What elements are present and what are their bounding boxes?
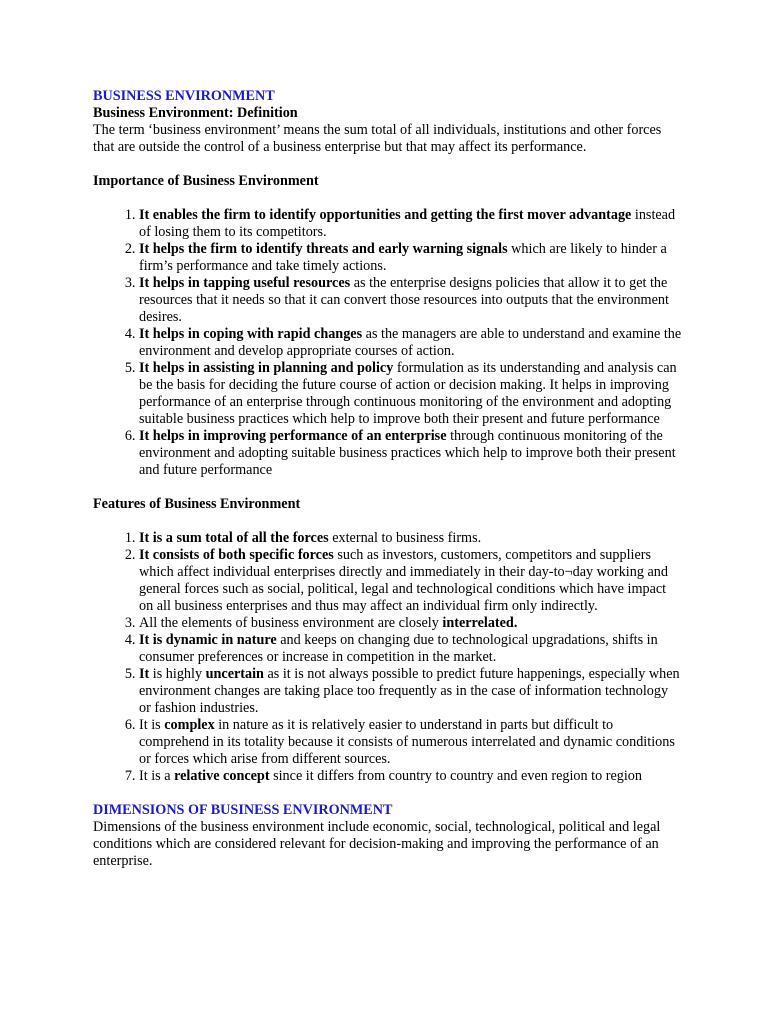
feature-item-text: in nature as it is relatively easier to understand in parts but difficult to comprehend in its totality because it consists of numerous interrelated and dynamic conditions or forces which arise from different sources. xyxy=(139,717,675,767)
importance-item-bold: It helps in improving performance of an enterprise xyxy=(139,428,447,444)
feature-item-text: and keeps on changing due to technological upgradations, shifts in consumer preferences or increase in competition in the market. xyxy=(139,632,658,665)
importance-item-text: as the enterprise designs policies that allow it to get the resources that it needs so that it can convert those resources into outputs that the environment desires. xyxy=(139,275,669,325)
feature-item xyxy=(139,547,683,615)
document-content xyxy=(93,88,683,870)
feature-item-text: as it is not always possible to predict future happenings, especially when environment changes are taking place too frequently as in the case of information technology or fashion industries. xyxy=(139,666,680,716)
feature-item-bold: It consists of both specific forces xyxy=(139,547,334,563)
importance-item-text: formulation as its understanding and analysis can be the basis for deciding the future course of action or decision making. It helps in improving performance of an enterprise through continuous monitoring of the environment and adopting suitable business practices which help to improve both their present and future performance xyxy=(139,360,677,427)
feature-item xyxy=(139,615,683,632)
feature-item-bold: relative concept xyxy=(174,768,270,784)
feature-item-text: is highly xyxy=(149,666,206,682)
importance-item-text: which are likely to hinder a firm’s performance and take timely actions. xyxy=(139,241,667,274)
importance-item-text: as the managers are able to understand and examine the environment and develop appropriate courses of action. xyxy=(139,326,682,359)
feature-item-bold: It is a sum total of all the forces xyxy=(139,530,329,546)
importance-item xyxy=(139,207,683,241)
feature-item-text: It is xyxy=(139,717,165,733)
definition-text: The term ‘business environment’ means the sum total of all individuals, institutions and other forces that are outside the control of a business enterprise but that may affect its performance. xyxy=(93,122,662,155)
feature-item-bold: It xyxy=(139,666,150,682)
importance-item xyxy=(139,275,683,326)
feature-item xyxy=(139,717,683,768)
features-list xyxy=(93,530,683,785)
importance-item xyxy=(139,326,683,360)
feature-item-text: All the elements of business environment are closely xyxy=(139,615,443,631)
importance-item xyxy=(139,241,683,275)
feature-item-text: such as investors, customers, competitors and suppliers which affect individual enterprises directly and immediately in their day-to¬day working and general forces such as social, political, legal and technological conditions which have impact on all business enterprises and thus may affect an individual firm only indirectly. xyxy=(139,547,668,614)
feature-item xyxy=(139,768,683,785)
importance-item-text: instead of losing them to its competitors. xyxy=(139,207,676,240)
importance-heading: Importance of Business Environment xyxy=(93,173,319,189)
importance-item-bold: It helps in coping with rapid changes xyxy=(139,326,363,342)
definition-heading: Business Environment: Definition xyxy=(93,105,298,121)
importance-item xyxy=(139,428,683,479)
features-heading: Features of Business Environment xyxy=(93,496,301,512)
importance-item-bold: It enables the firm to identify opportunities and getting the first mover advantage xyxy=(139,207,632,223)
feature-item-bold: It is dynamic in nature xyxy=(139,632,277,648)
feature-item xyxy=(139,632,683,666)
importance-item-bold: It helps in tapping useful resources xyxy=(139,275,351,291)
document-title: BUSINESS ENVIRONMENT xyxy=(93,88,275,104)
importance-item xyxy=(139,360,683,428)
feature-item-bold: uncertain xyxy=(205,666,264,682)
feature-item-text: It is a xyxy=(139,768,175,784)
dimensions-text: Dimensions of the business environment include economic, social, technological, political and legal conditions which are considered relevant for decision-making and improving the performance of an enterprise. xyxy=(93,819,661,869)
feature-item-text: external to business firms. xyxy=(328,530,482,546)
feature-item-bold: complex xyxy=(164,717,215,733)
dimensions-heading: DIMENSIONS OF BUSINESS ENVIRONMENT xyxy=(93,802,393,818)
feature-item-bold: interrelated. xyxy=(442,615,518,631)
importance-item-text: through continuous monitoring of the environment and adopting suitable business practices which help to improve both their present and future performance xyxy=(139,428,676,478)
importance-item-bold: It helps in assisting in planning and policy xyxy=(139,360,394,376)
importance-list xyxy=(93,207,683,479)
feature-item-text: since it differs from country to country and even region to region xyxy=(269,768,642,784)
feature-item xyxy=(139,530,683,547)
importance-item-bold: It helps the firm to identify threats and early warning signals xyxy=(139,241,508,257)
feature-item xyxy=(139,666,683,717)
